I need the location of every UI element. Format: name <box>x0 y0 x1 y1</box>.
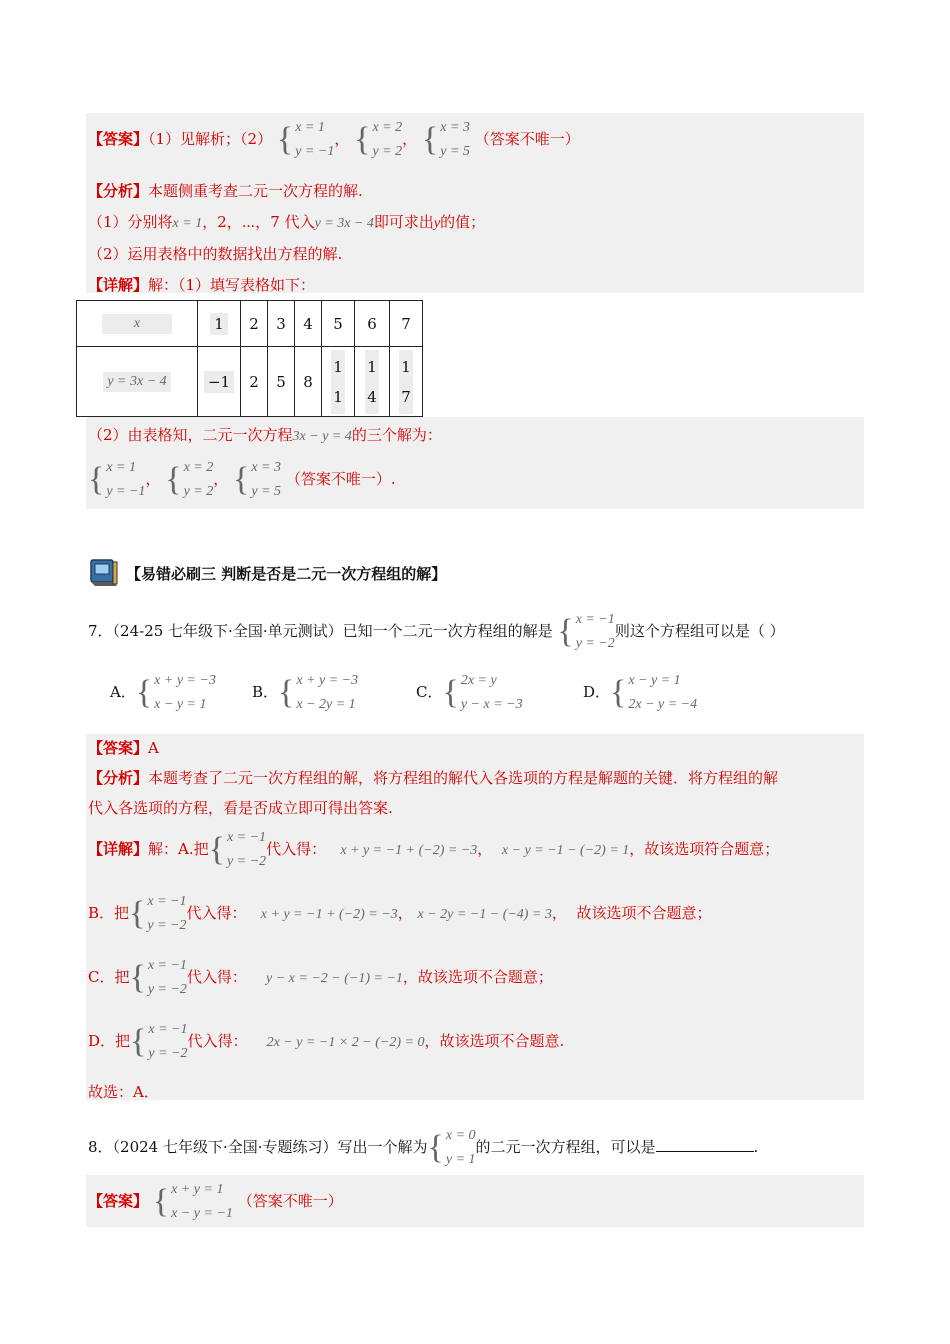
q7-detail-b: B．把 { x = −1 y = −2 代入得： x + y = −1 + (−2) = −3， x − 2y = −1 − (−4) = 3， 故该选项不合题意； <box>88 894 712 933</box>
q7-analysis-2: 代入各选项的方程，看是否成立即可得出答案. <box>88 799 393 817</box>
q7-option-d[interactable]: D． { x − y = 1 2x − y = −4 <box>583 673 698 712</box>
q7-option-c[interactable]: C． { 2x = y y − x = −3 <box>416 673 523 712</box>
solution-system-b: { x = 2 y = 2 <box>354 120 403 159</box>
answer-text: （1）见解析；（2） <box>148 130 273 148</box>
answer-blank[interactable] <box>656 1137 754 1152</box>
q7-detail-c: C．把 { x = −1 y = −2 代入得： y − x = −2 − (−1) = −1，故该选项不合题意； <box>88 958 553 997</box>
q7-detail-d: D．把 { x = −1 y = −2 代入得： 2x − y = −1 × 2 − (−2) = 0，故该选项不合题意. <box>88 1022 565 1061</box>
value-table <box>76 300 423 417</box>
solution-system-a: { x = 1 y = −1 <box>88 460 146 499</box>
solution-system-a: { x = 1 y = −1 <box>276 120 335 159</box>
detail-line: 【详解】解：（1）填写表格如下： <box>88 276 316 294</box>
table-row: y = 3x − 4 −1 2 5 8 1 1 1 4 1 7 <box>77 347 423 417</box>
answer-line-1: 【答案】（1）见解析；（2） { x = 1 y = −1 ， { x = 2 y = 2 ， { x = 3 y = 5 （答案不唯一） <box>88 116 580 164</box>
not-unique-note: （答案不唯一） <box>474 130 580 148</box>
q7-analysis-1: 【分析】本题考查了二元一次方程组的解，将方程组的解代入各选项的方程是解题的关键．将方程组的解 <box>88 769 779 787</box>
q7-option-a[interactable]: A． { x + y = −3 x − y = 1 <box>110 673 216 712</box>
three-solutions-systems: { x = 1 y = −1 ， { x = 2 y = 2 ， { x = 3 y = 5 （答案不唯一）. <box>88 456 396 504</box>
q7-option-b[interactable]: B． { x + y = −3 x − 2y = 1 <box>252 673 359 712</box>
q8-stem: 8．（2024 七年级下·全国·专题练习）写出一个解为 { x = 0 y = 1 的二元一次方程组，可以是 . <box>88 1128 759 1167</box>
q8-answer: 【答案】 { x + y = 1 x − y = −1 （答案不唯一） <box>88 1182 343 1221</box>
three-solutions-line: （2）由表格知，二元一次方程3x − y = 4的三个解为： <box>88 426 442 444</box>
book-icon <box>88 558 120 588</box>
step2-line: （2）运用表格中的数据找出方程的解. <box>88 245 343 263</box>
q7-detail-a: 【详解】解：A.把 { x = −1 y = −2 代入得： x + y = −1 + (−2) = −3， x − y = −1 − (−2) = 1，故该选项符合题意； <box>88 830 780 869</box>
solution-system-c: { x = 3 y = 5 <box>233 460 282 499</box>
solution-system-c: { x = 3 y = 5 <box>421 120 470 159</box>
table-row: x 1 2 3 4 5 6 7 <box>77 301 423 347</box>
step1-line: （1）分别将x = 1，2，⋯，7 代入y = 3x − 4即可求出y的值； <box>88 213 486 231</box>
q7-stem: 7．（24-25 七年级下·全国·单元测试）已知一个二元一次方程组的解是 { x = −1 y = −2 则这个方程组可以是（ ） <box>88 612 785 651</box>
q7-conclusion: 故选：A． <box>88 1083 159 1101</box>
q7-answer: 【答案】A <box>88 739 159 757</box>
analysis-line: 【分析】本题侧重考查二元一次方程的解. <box>88 182 363 200</box>
solution-system-b: { x = 2 y = 2 <box>165 460 214 499</box>
answer-label: 【答案】 <box>88 130 149 148</box>
section-title: 【易错必刷三 判断是否是二元一次方程组的解】 <box>126 565 447 583</box>
